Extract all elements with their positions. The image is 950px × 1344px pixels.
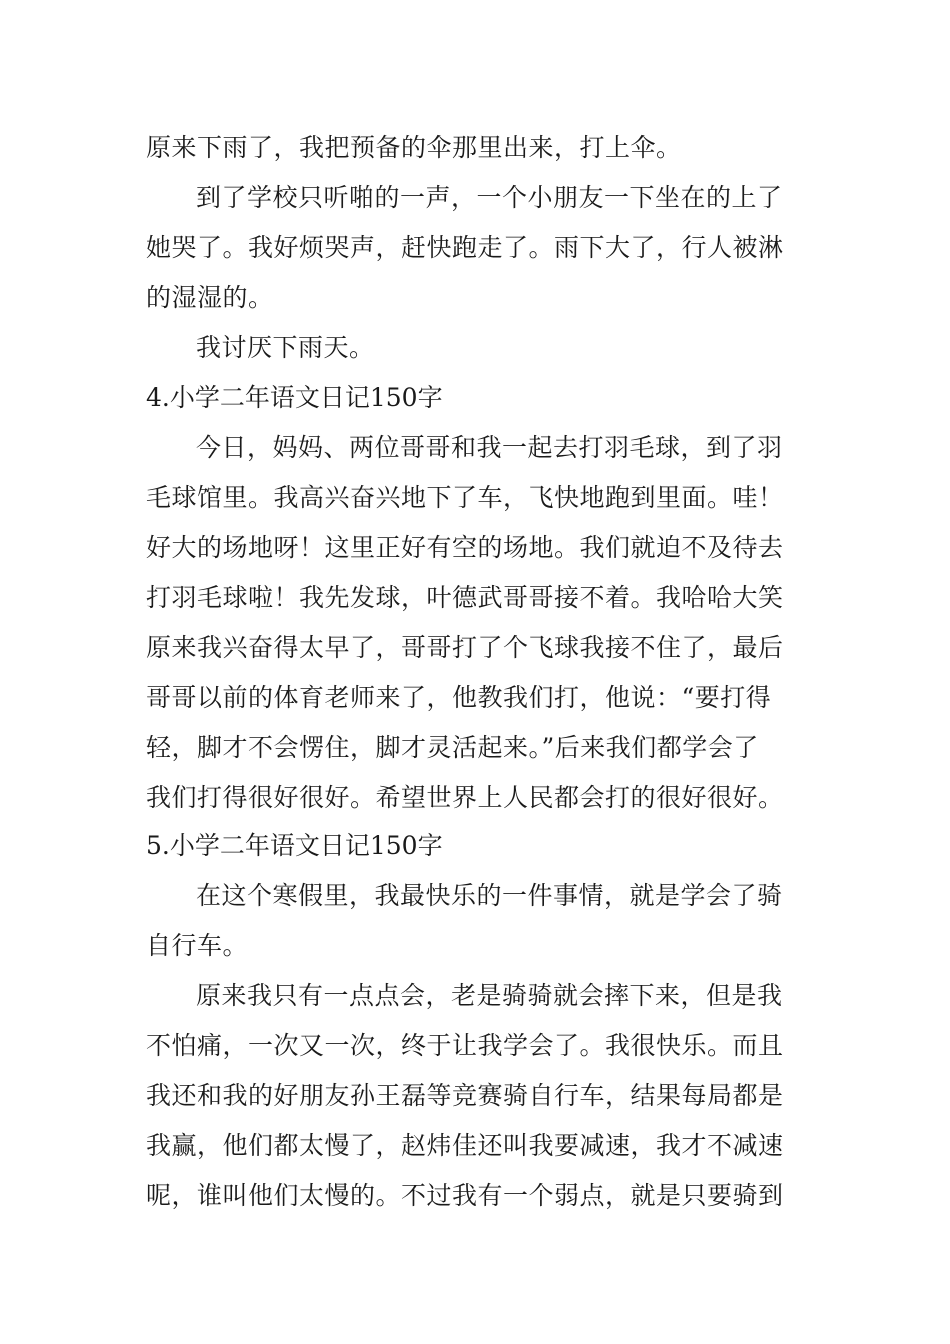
text-line: 好大的场地呀！这里正好有空的场地。我们就迫不及待去 <box>146 533 784 562</box>
text-line: 我们打得很好很好。希望世界上人民都会打的很好很好。 <box>146 783 784 812</box>
text-line: 她哭了。我好烦哭声，赶快跑走了。雨下大了，行人被淋 <box>146 233 784 262</box>
text-line: 我赢，他们都太慢了，赵炜佳还叫我要减速，我才不减速 <box>146 1131 784 1160</box>
section-heading: 5.小学二年语文日记150字 <box>146 831 443 860</box>
text-line: 自行车。 <box>146 931 249 960</box>
paragraph-start: 今日，妈妈、两位哥哥和我一起去打羽毛球，到了羽 <box>196 433 783 462</box>
text-line: 打羽毛球啦！我先发球，叶德武哥哥接不着。我哈哈大笑 <box>146 583 784 612</box>
text-line: 轻，脚才不会愣住，脚才灵活起来。”后来我们都学会了 <box>146 733 759 762</box>
text-line: 呢，谁叫他们太慢的。不过我有一个弱点，就是只要骑到 <box>146 1181 784 1210</box>
text-line: 原来下雨了，我把预备的伞那里出来，打上伞。 <box>146 133 682 162</box>
text-line: 的湿湿的。 <box>146 283 274 312</box>
paragraph-start: 我讨厌下雨天。 <box>196 333 375 362</box>
text-line: 原来我兴奋得太早了，哥哥打了个飞球我接不住了，最后 <box>146 633 784 662</box>
paragraph-start: 原来我只有一点点会，老是骑骑就会摔下来，但是我 <box>196 981 783 1010</box>
text-line: 我还和我的好朋友孙王磊等竞赛骑自行车，结果每局都是 <box>146 1081 784 1110</box>
text-line: 毛球馆里。我高兴奋兴地下了车，飞快地跑到里面。哇！ <box>146 483 784 512</box>
text-line: 哥哥以前的体育老师来了，他教我们打，他说：“要打得 <box>146 683 772 712</box>
text-line: 不怕痛，一次又一次，终于让我学会了。我很快乐。而且 <box>146 1031 784 1060</box>
section-heading: 4.小学二年语文日记150字 <box>146 383 443 412</box>
paragraph-start: 在这个寒假里，我最快乐的一件事情，就是学会了骑 <box>196 881 783 910</box>
paragraph-start: 到了学校只听啪的一声，一个小朋友一下坐在的上了 <box>196 183 783 212</box>
